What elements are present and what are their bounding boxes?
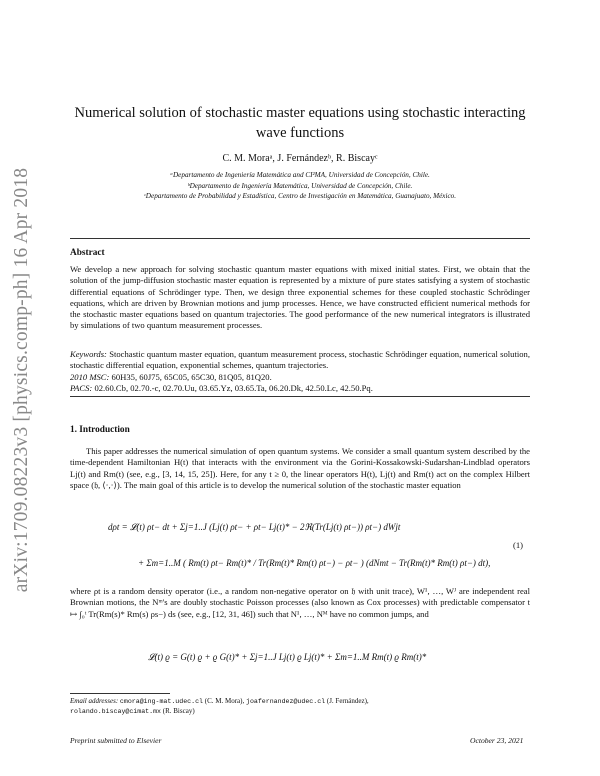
pacs-codes: 02.60.Cb, 02.70.-c, 02.70.Uu, 03.65.Yz, 03.65.Ta, 06.20.Dk, 42.50.Lc, 42.50.Pq. [94,382,373,393]
affiliation-c: ᶜDepartamento de Probabilidad y Estadística, Centro de Investigación en Matemática, Guanajuato, México. [143,192,457,200]
email-name-1: (C. M. Mora), [204,697,245,705]
intro-paragraph-1: This paper addresses the numerical simulation of open quantum systems. We consider a small quantum system described by the time-dependent Hamiltonian H(t) that interacts with the environment via the Gorini-Kossakowski-Sudarshan-Lindblad operators Lj(t) and Rm(t) (see, e.g., [3, 14, 15, 25]). Here, for any t ≥ 0, the linear operators H(t), Lj(t) and Rm(t) act on the complex Hilbert space (𝔥, ⟨·,·⟩). The main goal of this article is to develop the numerical solution of the stochastic master equation [70,446,530,490]
abstract-bottom-rule [70,396,530,397]
abstract-text: We develop a new approach for solving stochastic quantum master equations with mixed initial states. First, we obtain that the solution of the jump-diffusion stochastic master equation is represented by a mixture of pure states satisfying a system of stochastic differential equations of Schrödinger type. Then, we design three exponential schemes for these coupled stochastic Schrödinger equations, which are driven by Brownian motions and jump processes. Hence, we have constructed efficient numerical methods for the stochastic master equations based on quantum trajectories. The good performance of the new numerical integrators is illustrated by simulations of two quantum measurement processes. [70,264,530,331]
keywords-label: Keywords: [70,349,107,359]
msc-codes: 60H35, 60J75, 65C05, 65C30, 81Q05, 81Q20. [111,371,272,382]
email-name-3: (R. Biscay) [162,706,195,715]
email-link-3[interactable]: rolando.biscay@cimat.mx [70,707,162,715]
pacs-label: PACS: [70,382,93,393]
abstract-heading: Abstract [70,248,105,258]
affiliation-a: ᵃDepartamento de Ingeniería Matemática and CI²MA, Universidad de Concepción, Chile. [170,171,430,179]
equation-1-line-2: + Σm=1..M ( Rm(t) ρt− Rm(t)* / Tr(Rm(t)* Rm(t) ρt−) − ρt− ) (dNmt − Tr(Rm(t)* Rm(t) ρt−) dt), [138,558,491,568]
intro-heading: 1. Introduction [70,425,130,435]
email-name-2: (J. Fernández), [326,697,369,705]
affiliation-b: ᵇDepartamento de Ingeniería Matemática, Universidad de Concepción, Chile. [187,181,413,190]
equation-1-number: (1) [513,540,524,550]
footnote-rule [70,693,170,694]
msc-label: 2010 MSC: [70,371,110,382]
email-link-1[interactable]: cmora@ing-mat.udec.cl [119,698,204,705]
footer-preprint-note: Preprint submitted to Elsevier [70,736,162,745]
arxiv-stamp [2,167,42,593]
keywords-text: Stochastic quantum master equation, quantum measurement process, stochastic Schrödinger equation, numerical solution, stochastic differential equation, exponential schemes, quantum trajectories. [70,349,530,371]
email-link-2[interactable]: joafernandez@udec.cl [245,698,326,705]
author-list: C. M. Moraᵃ, J. Fernándezᵇ, R. Biscayᶜ [222,153,378,164]
footnotes [70,697,530,716]
equation-2: 𝓛(t) ϱ = G(t) ϱ + ϱ G(t)* + Σj=1..J Lj(t) ϱ Lj(t)* + Σm=1..M Rm(t) ϱ Rm(t)* [148,652,427,662]
abstract-top-rule [70,238,530,239]
affiliations [70,170,530,202]
keywords-block [70,349,530,394]
intro-paragraph-2: where ρt is a random density operator (i.e., a random non-negative operator on 𝔥 with unit trace), W¹, …, Wᴶ are independent real Brownian motions, the Nᵐ's are doubly stochastic Poisson processes (also known as Cox processes) with predictable compensator t ↦ ∫₀ᵗ Tr(Rm(s)* Rm(s) ρs−) ds (see, e.g., [12, 31, 46]) such that N¹, …, Nᴹ have no common jumps, and [70,586,530,619]
footer-date: October 23, 2021 [470,736,524,745]
arxiv-stamp-text: arXiv:1709.08223v3 [physics.comp-ph] 16 Apr 2018 [11,167,32,593]
equation-1-line-1: dρt = 𝓛(t) ρt− dt + Σj=1..J (Lj(t) ρt− + ρt− Lj(t)* − 2ℜ(Tr(Lj(t) ρt−)) ρt−) dWjt [108,522,401,532]
paper-title: Numerical solution of stochastic master equations using stochastic interacting wave functions [74,105,526,141]
email-label: Email addresses: [70,697,119,705]
